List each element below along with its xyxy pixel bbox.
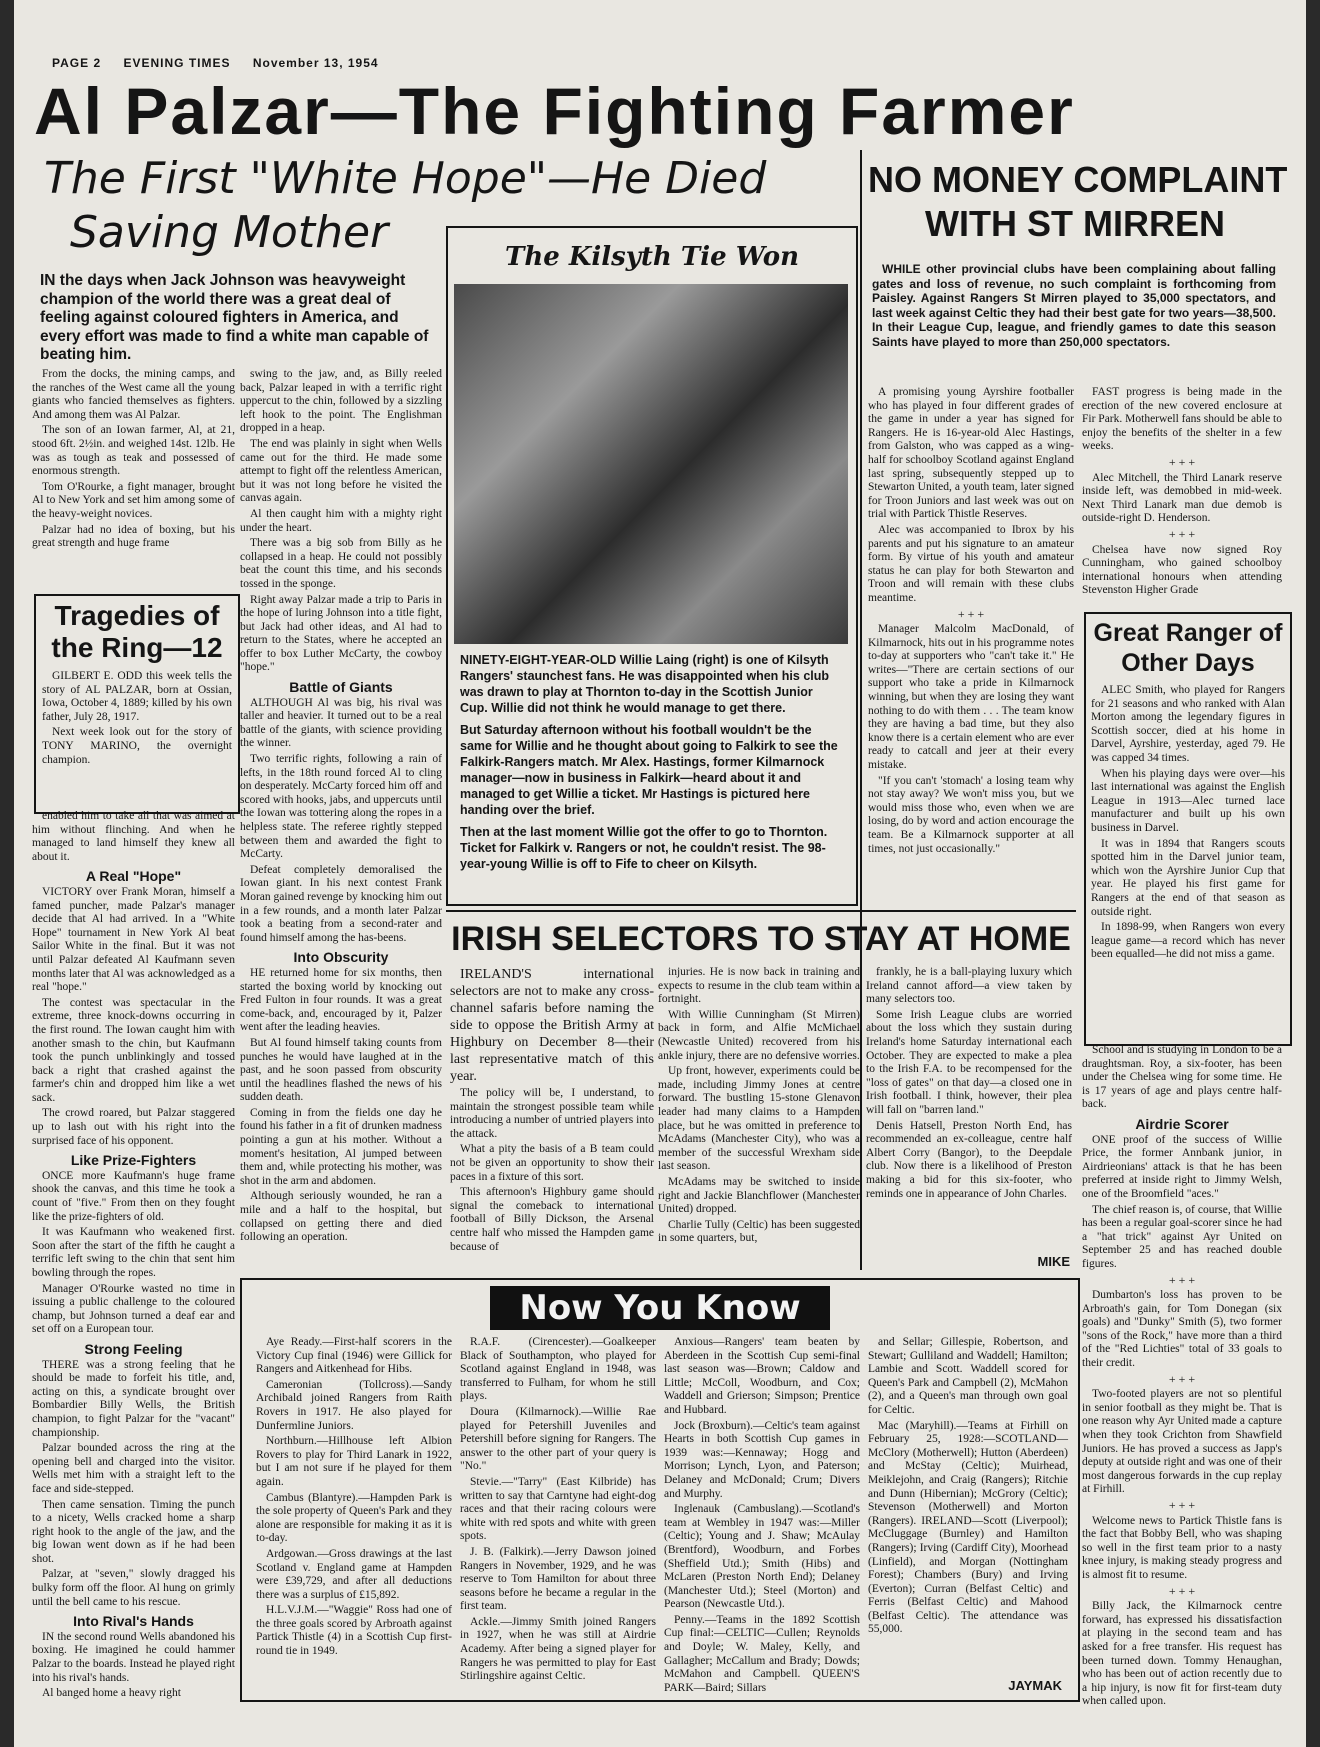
paragraph: Defeat completely demoralised the Iowan giant. In his next contest Frank Moran gained revenge by knocking him out in a few rounds, and a month later Palzar took a beating from a second-rater and found himself among the has-beens. <box>240 863 442 944</box>
paragraph: WHILE other provincial clubs have been complaining about falling gates and loss of revenue, no such complaint is forthcoming from Paisley. Against Rangers St Mirren played to 35,000 spectators, and last week against Celtic they had their best gate for two years—38,500. In their League Cup, league, and friendly games to date this season Saints have played to more than 250,000 spectators. <box>872 262 1276 349</box>
subhead-prize-fighters: Like Prize-Fighters <box>70 1152 197 1169</box>
issue-date: November 13, 1954 <box>252 56 379 70</box>
paragraph: Stevie.—"Tarry" (East Kilbride) has written to say that Carntyne had eight-dog races and that their racing colours were white with red spots and white with green spots. <box>460 1475 656 1543</box>
tragedies-title-1: Tragedies of <box>54 600 220 631</box>
paragraph: Charlie Tully (Celtic) has been suggested in some quarters, but, <box>658 1218 860 1245</box>
paragraph: THERE was a strong feeling that he should be made to forfeit his title, and, acting on this, a syndicate brought over Bombardier Billy Wells, the British champion, to fight Palzar for the "vacant" championship. <box>32 1358 235 1439</box>
paragraph: The policy will be, I understand, to maintain the strongest possible team while introducing a number of untried players into the attack. <box>450 1087 654 1140</box>
paragraph: Up front, however, experiments could be made, including Jimmy Jones at centre forward. The bustling 15-stone Glenavon leader had many claims to a Hampden place, but he was omitted in preference to McAdams (Manchester City), who was a member of the successful Wrexham side last season. <box>658 1065 860 1173</box>
mirren-col-right <box>1082 386 1282 626</box>
irish-col1 <box>450 966 654 1272</box>
paragraph: NINETY-EIGHT-YEAR-OLD Willie Laing (right) is one of Kilsyth Rangers' staunchest fans. He was disappointed when his club was drawn to play at Thornton to-day in the Scottish Junior Cup. Willie did not think he would manage to get there. <box>460 653 830 715</box>
paragraph: Two terrific rights, following a rain of lefts, in the 18th round forced Al to cling on desperately. McCarty forced him off and scored with hooks, jabs, and uppercuts until the Iowan was tottering along the ropes in a helpless state. The referee rightly stepped between them and awarded the fight to McCarty. <box>240 753 442 861</box>
paragraph: Aye Ready.—First-half scorers in the Victory Cup final (1946) were Gillick for Rangers and Aitkenhead for Hibs. <box>256 1336 452 1376</box>
paper-name: EVENING TIMES <box>123 56 231 70</box>
irish-col3 <box>866 966 1072 1252</box>
paragraph: Penny.—Teams in the 1892 Scottish Cup final:—CELTIC—Cullen; Reynolds and Doyle; W. Maley, Kelly, and Gallagher; McCallum and Brady; Dowds; McMahon and Campbell. QUEEN'S PARK—Baird; Sillars <box>664 1613 860 1694</box>
sub-headline-line2: Saving Mother <box>70 207 389 258</box>
paragraph: VICTORY over Frank Moran, himself a famed puncher, made Palzar's manager decide that Al had arrived. In a "White Hope" tournament in New York Al beat Sailor White in the final. But it was not until Palzar defeated Al Kaufmann seven months later that Al was acknowledged as a real "hope." <box>32 885 235 994</box>
paragraph: A promising young Ayrshire footballer who has played in four different grades of the game in under a year has signed for Rangers. He is 16-year-old Alec Hastings, from Galston, who was capped as a wing-half for schoolboy Scotland against England last spring, subsequently stepped up to Stewarton United, a youth team, later signed for Troon Juniors and last week was out on trial with Partick Thistle Reserves. <box>868 386 1074 521</box>
great-ranger-body <box>1091 684 1285 1022</box>
paragraph: "If you can't 'stomach' a losing team why not stay away? We won't miss you, but we would miss those who, even when we are losing, do by word and action encourage the team. Be a Kilmarnock supporter at all times, not just occasionally." <box>868 774 1074 855</box>
nyk-signature: JAYMAK <box>1008 1678 1062 1693</box>
paragraph: This afternoon's Highbury game should signal the comeback to international football of Billy Dickson, the Arsenal centre half who missed the Hampden game because of <box>450 1186 654 1253</box>
paragraph: But Saturday afternoon without his football wouldn't be the same for Willie and he thought about going to Falkirk to see the Falkirk-Rangers match. Mr Alex. Hastings, former Kilmarnock manager—now in business in Falkirk—heard about it and managed to get Willie a ticket. Mr Hastings is pictured here handing over the brief. <box>460 723 838 817</box>
paragraph: Palzar, at "seven," slowly dragged his bulky form off the floor. Al hung on grimly until the bell came to his rescue. <box>32 1568 235 1608</box>
subhead-strong-feeling: Strong Feeling <box>84 1340 183 1357</box>
paragraph: GILBERT E. ODD this week tells the story of AL PALZAR, born at Ossian, Iowa, October 4, 1889; killed by his own father, July 28, 1917. <box>42 670 232 723</box>
mirren-title-2: WITH ST MIRREN <box>925 203 1225 244</box>
section-rule <box>446 910 1076 912</box>
paragraph: With Willie Cunningham (St Mirren) back in form, and Alfie McMichael (Newcastle United) recovered from his ankle injury, there are no defensive worries. <box>658 1008 860 1062</box>
sub-headline-line1: The First "White Hope"—He Died <box>44 153 767 204</box>
kilsyth-title: The Kilsyth Tie Won <box>504 242 800 272</box>
paragraph: Jock (Broxburn).—Celtic's team against Hearts in both Scottish Cup games in 1939 was:—Kennaway; Hogg and Morrison; Lynch, Lyon, and Paterson; Delaney and McDonald; Crum; Divers and Murphy. <box>664 1419 860 1500</box>
paragraph: School and is studying in London to be a draughtsman. Roy, a six-footer, has been under the Chelsea wing for some time. He is 17 years of age and plays centre half-back. <box>1082 1044 1282 1111</box>
paragraph: The chief reason is, of course, that Willie has been a regular goal-scorer since he had a "hat trick" against Ayr United on September 25 and has reached double figures. <box>1082 1203 1282 1270</box>
page-edge-right <box>1306 0 1320 1747</box>
irish-col2 <box>658 966 860 1272</box>
paragraph: Then came sensation. Timing the punch to a nicety, Wells cracked home a sharp right hook to the angle of the jaw, and the big Iowan went down as if he had been shot. <box>32 1498 235 1565</box>
paragraph: injuries. He is now back in training and expects to resume in the club team within a fortnight. <box>658 966 860 1006</box>
paragraph: Two-footed players are not so plentiful in senior football as they might be. That is one reason why Ayr United made a capture when they took Crichton from Shawfield Juniors. He has proved a success as Japp's deputy at outside right and was one of their most dangerous forwards in the cup replay at Firhill. <box>1082 1388 1282 1496</box>
kilsyth-caption <box>460 652 844 878</box>
paragraph: It was Kaufmann who weakened first. Soon after the start of the fifth he caught a terrific left swing to the chin that sent him bowling through the ropes. <box>32 1226 235 1279</box>
paragraph: Anxious—Rangers' team beaten by Aberdeen in the Scottish Cup semi-final last season was—Brown; Caldow and Little; McColl, Woodburn, and Cox; Waddell and Grierson; Simpson; Prentice and Hubbard. <box>664 1336 860 1416</box>
article-col1 <box>32 368 235 594</box>
now-you-know-box <box>240 1278 1080 1702</box>
nyk-col4 <box>868 1336 1068 1676</box>
paragraph: But Al found himself taking counts from punches he would have laughed at in the past, and he soon passed from obscurity until the headlines flashed the news of his sudden death. <box>240 1036 442 1104</box>
separator: + + + <box>1168 1371 1196 1386</box>
paragraph: From the docks, the mining camps, and the ranches of the West came all the young giants who fancied themselves as fighters. And among them was Al Palzar. <box>32 368 235 421</box>
paragraph: McAdams may be switched to inside right and Jackie Blanchflower (Manchester United) dropped. <box>658 1175 860 1216</box>
separator: + + + <box>1168 526 1196 541</box>
paragraph: Next week look out for the story of TONY MARINO, the overnight champion. <box>42 726 232 766</box>
paragraph: Tom O'Rourke, a fight manager, brought Al to New York and set him among some of the heavy-weight novices. <box>32 480 235 520</box>
paragraph: and Sellar; Gillespie, Robertson, and Stewart; Gulliland and Waddell; Hamilton; Lambie and Scott. Waddell scored for Queen's Park and Campbell (2), McMahon (2), and a Queen's man through own goal for Celtic. <box>868 1336 1068 1416</box>
paragraph: Alec was accompanied to Ibrox by his parents and put his signature to an amateur form. By virtue of his youth and amateur status he can play for both Stewarton and Troon and will remain with these clubs meantime. <box>868 523 1074 604</box>
nyk-col1 <box>256 1336 452 1694</box>
nyk-col3 <box>664 1336 860 1694</box>
now-you-know-title: Now You Know <box>490 1286 830 1330</box>
separator: + + + <box>957 606 985 621</box>
irish-headline: IRISH SELECTORS TO STAY AT HOME <box>451 920 1071 958</box>
paragraph: Denis Hatsell, Preston North End, has recommended an ex-colleague, centre half Albert Corry (Bangor), to the Deepdale club. Now there is a likelihood of Preston making a bid for this six-footer, who reminds one in appearance of John Charles. <box>866 1119 1072 1200</box>
mirren-lead <box>872 262 1276 351</box>
kilsyth-photo <box>454 284 848 644</box>
tragedies-box <box>34 594 240 814</box>
nyk-col2 <box>460 1336 656 1694</box>
irish-signature: MIKE <box>1037 1254 1070 1269</box>
paragraph: It was in 1894 that Rangers scouts spotted him in the Darvel junior team, which won the Ayrshire Junior Cup that year. He played his first game for Rangers at the end of that season as outside right. <box>1091 837 1285 918</box>
paragraph: Billy Jack, the Kilmarnock centre forward, has expressed his dissatisfaction at playing in the second team and has asked for a free transfer. His request has been turned down. Tommy Henaughan, who has been out of action recently due to a hip injury, is now fit for first-team duty when called upon. <box>1082 1600 1282 1708</box>
paragraph: IRELAND'S international selectors are not to make any cross-channel safaris before naming the side to oppose the British Army at Highbury on December 8—their last representative match of this year. <box>450 967 654 1084</box>
lead-text: IN the days when Jack Johnson was heavyweight champion of the world there was a great deal of feeling against coloured fighters in America, and every effort was made to find a white man capable of beating him. <box>40 272 429 363</box>
paragraph: ALTHOUGH Al was big, his rival was taller and heavier. It turned out to be a real battle of the giants, with science providing the winner. <box>240 696 442 750</box>
article-col2 <box>240 368 442 1276</box>
paragraph: HE returned home for six months, then started the boxing world by knocking out Fred Fulton in four rounds. It was a great come-back, and, encouraged by it, Palzer went after the leading heavies. <box>240 966 442 1034</box>
paragraph: Manager O'Rourke wasted no time in issuing a public challenge to the coloured champ, but Johnson turned a deaf ear and set off on a European tour. <box>32 1282 235 1336</box>
paragraph: Inglenauk (Cambuslang).—Scotland's team at Wembley in 1947 was:—Miller (Celtic); Young and J. Shaw; McAulay (Brentford), Woodburn, and Forbes (Sheffield Utd.); Smith (Hibs) and McLaren (Preston North End); Delaney (Manchester Utd.); Steel (Morton) and Pearson (Newcastle Utd.). <box>664 1503 860 1611</box>
paragraph: H.L.V.J.M.—"Waggie" Ross had one of the three goals scored by Arbroath against Partick Thistle (4) in a Scottish Cup first-round tie in 1949. <box>256 1604 452 1658</box>
paragraph: Welcome news to Partick Thistle fans is the fact that Bobby Bell, who was shaping so well in the first team prior to a nasty knee injury, is making steady progress and is almost fit to resume. <box>1082 1514 1282 1581</box>
paragraph: ALEC Smith, who played for Rangers for 21 seasons and who ranked with Alan Morton among the legendary figures in Scottish soccer, died at his home in Darvel, Ayrshire, yesterday, aged 79. He was capped 34 times. <box>1091 684 1285 764</box>
great-ranger-title-2: Other Days <box>1121 649 1255 677</box>
lead-paragraph <box>40 272 440 365</box>
paragraph: Alec Mitchell, the Third Lanark reserve inside left, was demobbed in mid-week. Next Third Lanark man due demob is outside-right D. Henderson. <box>1082 471 1282 525</box>
paragraph: In 1898-99, when Rangers won every league game—a record which has never been equalled—he did not miss a game. <box>1091 921 1285 961</box>
paragraph: The end was plainly in sight when Wells came out for the third. He made some attempt to fight off the relentless American, but it was not long before he visited the canvas again. <box>240 437 442 505</box>
paragraph: The contest was spectacular in the extreme, three knock-downs occurring in the first round. The Iowan caught him with another smash to the chin, but Kaufmann took the punch unblinkingly and tossed back a right that crashed against the farmer's chin and dropped him like a wet sack. <box>32 996 235 1104</box>
paragraph: enabled him to take all that was aimed at him without flinching. And when he managed to land himself they knew all about it. <box>32 810 235 863</box>
paragraph: J. B. (Falkirk).—Jerry Dawson joined Rangers in November, 1929, and he was reserve to Tom Hamilton for about three seasons before he became a regular in the first team. <box>460 1545 656 1613</box>
paragraph: Northburn.—Hillhouse left Albion Rovers to play for Third Lanark in 1922, but I am not sure if he played for them again. <box>256 1435 452 1488</box>
col6-cont <box>1082 1044 1282 1708</box>
subhead-battle-giants: Battle of Giants <box>289 679 393 696</box>
mirren-headline <box>868 158 1288 246</box>
paragraph: FAST progress is being made in the erection of the new covered enclosure at Fir Park. Motherwell fans should be able to enjoy the benefits of the shelter in a few weeks. <box>1082 386 1282 453</box>
paragraph: When his playing days were over—his last international was against the English League in 1913—Alec turned lace manufacturer and built up his own business in Darvel. <box>1091 767 1285 834</box>
page-edge-left <box>0 0 14 1747</box>
paragraph: swing to the jaw, and, as Billy reeled back, Palzar leaped in with a terrific right uppercut to the chin, followed by a sizzling left hook to the point. The Englishman dropped in a heap. <box>240 368 442 435</box>
paragraph: R.A.F. (Cirencester).—Goalkeeper Black of Southampton, who played for Scotland against England in 1948, was transferred to Fulham, for whom he still plays. <box>460 1336 656 1403</box>
paragraph: Chelsea have now signed Roy Cunningham, who gained schoolboy international honours when attending Stevenston Higher Grade <box>1082 543 1282 597</box>
masthead <box>52 56 852 70</box>
mirren-title-1: NO MONEY COMPLAINT <box>868 159 1288 200</box>
great-ranger-box <box>1084 612 1292 1046</box>
paragraph: The son of an Iowan farmer, Al, at 21, stood 6ft. 2½in. and weighed 14st. 12lb. He was as tough as teak and possessed of enormous strength. <box>32 424 235 478</box>
paragraph: frankly, he is a ball-playing luxury which Ireland cannot afford—a view taken by many selectors too. <box>866 966 1072 1006</box>
column-rule <box>860 150 862 1270</box>
paragraph: Al banged home a heavy right <box>42 1687 181 1700</box>
paragraph: Although seriously wounded, he ran a mile and a half to the hospital, but collapsed on getting there and died following an operation. <box>240 1190 442 1244</box>
separator: + + + <box>1168 1583 1196 1598</box>
paragraph: What a pity the basis of a B team could not be given an opportunity to show their paces in a fixture of this sort. <box>450 1143 654 1183</box>
paragraph: Palzar had no idea of boxing, but his great strength and huge frame <box>32 523 235 550</box>
paragraph: There was a big sob from Billy as he collapsed in a heap. He could not possibly beat the count this time, and his seconds tossed in the sponge. <box>240 537 442 590</box>
paragraph: Then at the last moment Willie got the offer to go to Thornton. Ticket for Falkirk v. Rangers or not, he couldn't resist. The 98-year-young Willie is off to Fife to cheer on Kilsyth. <box>460 825 828 871</box>
subhead-rivals-hands: Into Rival's Hands <box>73 1613 194 1630</box>
kilsyth-box <box>446 226 858 906</box>
paragraph: The crowd roared, but Palzar staggered up to lash out with his right into the surprised face of his opponent. <box>32 1107 235 1147</box>
paragraph: Coming in from the fields one day he found his father in a fit of drunken madness pointing a gun at his mother. Without a moment's hesitation, Al jumped between them and, while protecting his mother, was shot in the arm and abdomen. <box>240 1106 442 1187</box>
paragraph: Cameronian (Tollcross).—Sandy Archibald joined Rangers from Raith Rovers in 1917. He also played for Dunfermline Juniors. <box>256 1378 452 1432</box>
separator: + + + <box>1168 1498 1196 1512</box>
paragraph: Some Irish League clubs are worried about the loss which they sustain during Ireland's home Saturday international each October. They are expected to make a plea to the Irish F.A. to be recompensed for the "loss of gates" on that day—a closed one in Irish football. I think, however, their plea will fall on "barren land." <box>866 1008 1072 1116</box>
tragedies-body <box>42 670 232 767</box>
subhead-into-obscurity: Into Obscurity <box>293 949 389 966</box>
paragraph: Ackle.—Jimmy Smith joined Rangers in 1927, when he was still at Airdrie Academy. After being a signed player for Rangers he was permitted to play for East Stirlingshire against Celtic. <box>460 1615 656 1683</box>
great-ranger-title-1: Great Ranger of <box>1093 619 1283 647</box>
paragraph: Dumbarton's loss has proven to be Arbroath's gain, for Tom Donegan (six goals) and "Dunky" Smith (5), two former "sons of the Rock," have more than a third of the "Red Lichties" total of 33 goals to their credit. <box>1082 1289 1282 1370</box>
page-number: PAGE 2 <box>52 56 102 70</box>
separator: + + + <box>1168 454 1196 469</box>
separator: + + + <box>1168 1272 1196 1287</box>
tragedies-title-2: the Ring—12 <box>51 632 223 663</box>
paragraph: IN the second round Wells abandoned his boxing. He imagined he could hammer Palzar to the boards. Instead he played right into his rival's hands. <box>32 1630 235 1684</box>
paragraph: Right away Palzar made a trip to Paris in the hope of luring Johnson into a title fight, but Jack had other ideas, and Al had to return to the States, where he accepted an offer to box Luther McCarty, the cowboy "hope." <box>240 593 442 674</box>
subhead-real-hope: A Real "Hope" <box>85 868 182 885</box>
paragraph: Doura (Kilmarnock).—Willie Rae played for Petershill Juveniles and Petershill before signing for Rangers. The answer to the other part of your query is "No." <box>460 1405 656 1473</box>
subhead-airdrie: Airdrie Scorer <box>1135 1115 1229 1132</box>
paragraph: Manager Malcolm MacDonald, of Kilmarnock, hits out in his programme notes to-day at supporters who "can't take it." He writes—"There are certain sections of our support who take a pride in Kilmarnock winning, but when they are losing they want nothing to do with them . . . The team know they are having a bad time, but they also know there is a certain element who are ever ready to catcall and jeer at their every mistake. <box>868 623 1075 772</box>
paragraph: Cambus (Blantyre).—Hampden Park is the sole property of Queen's Park and they alone are responsible for making it as it is to-day. <box>256 1491 452 1545</box>
article-col1-cont <box>32 810 235 1698</box>
main-headline: Al Palzar—The Fighting Farmer <box>34 74 1075 148</box>
paragraph: Palzar bounded across the ring at the opening bell and charged into the visitor. Wells met him with a straight left to the face and side-stepped. <box>32 1442 235 1495</box>
paragraph: ONCE more Kaufmann's huge frame shook the canvas, and this time he took a count of "five." From then on they fought like the prize-fighters of old. <box>32 1169 235 1223</box>
paragraph: Al then caught him with a mighty right under the heart. <box>240 507 442 534</box>
paragraph: ONE proof of the success of Willie Price, the former Annbank junior, in Airdrieonians' attack is that he has been preferred at inside right to Jimmy Welsh, one of the Broomfield "aces." <box>1082 1133 1282 1200</box>
paragraph: Mac (Maryhill).—Teams at Firhill on February 25, 1928:—SCOTLAND—McClory (Motherwell); Hutton (Aberdeen) and McStay (Celtic); Muirhead, Meiklejohn, and Craig (Rangers); Ritchie and Dunn (Hibernian); McGrory (Celtic); Stevenson (Motherwell) and Morton (Rangers). IRELAND—Scott (Liverpool); McCluggage (Burnley) and Hamilton (Rangers); Irving (Cardiff City), Moorhead (Linfield), and Morgan (Nottingham Forest); Chambers (Bury) and Irving (Everton); Curran (Belfast Celtic) and Ferris (Belfast Celtic) and Mahood (Belfast Celtic). The attendance was 55,000. <box>868 1419 1068 1636</box>
paragraph: Ardgowan.—Gross drawings at the last Scotland v. England game at Hampden were £39,729, and after all deductions there was a surplus of £15,892. <box>256 1547 452 1601</box>
